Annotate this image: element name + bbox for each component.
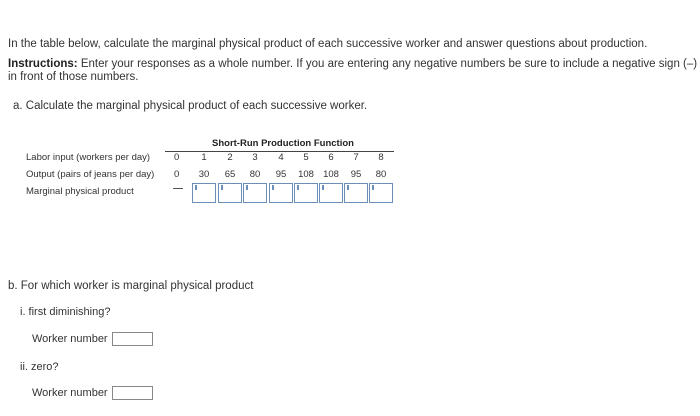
output-cell: 30 — [198, 169, 210, 180]
mpp-input-worker-2[interactable] — [218, 183, 242, 203]
mpp-row-label: Marginal physical product — [26, 186, 134, 197]
output-cell: 80 — [249, 169, 261, 180]
labor-row-label: Labor input (workers per day) — [26, 152, 151, 163]
question-a: a. Calculate the marginal physical product of each successive worker. — [13, 100, 368, 112]
mpp-input-worker-4[interactable] — [269, 183, 293, 203]
mpp-input-worker-6[interactable] — [319, 183, 343, 203]
labor-cell: 7 — [353, 152, 359, 163]
output-zero: 0 — [174, 169, 180, 180]
worker-number-input-zero[interactable] — [112, 386, 153, 400]
sub-question-i: i. first diminishing? — [20, 306, 111, 318]
intro-text: In the table below, calculate the marginal physical product of each successive worker and answer questions about production. — [8, 38, 648, 50]
mpp-input-worker-7[interactable] — [344, 183, 368, 203]
input-cursor-marker — [372, 185, 374, 190]
worker-number-input-first-diminishing[interactable] — [112, 332, 153, 346]
input-cursor-marker — [322, 185, 324, 190]
worker-number-label-ii: Worker number — [32, 387, 108, 399]
output-cell: 80 — [375, 169, 387, 180]
input-cursor-marker — [272, 185, 274, 190]
instructions-label: Instructions: — [8, 58, 78, 70]
output-cell: 108 — [323, 169, 339, 180]
worker-number-label-i: Worker number — [32, 333, 108, 345]
output-cell: 95 — [350, 169, 362, 180]
labor-cell: 2 — [227, 152, 233, 163]
labor-cell: 5 — [303, 152, 309, 163]
labor-cell: 6 — [328, 152, 334, 163]
input-cursor-marker — [221, 185, 223, 190]
input-cursor-marker — [246, 185, 248, 190]
mpp-input-worker-3[interactable] — [243, 183, 267, 203]
question-b: b. For which worker is marginal physical product — [8, 280, 254, 292]
labor-zero: 0 — [174, 152, 180, 163]
input-cursor-marker — [195, 185, 197, 190]
table-title: Short-Run Production Function — [212, 138, 354, 149]
mpp-input-worker-1[interactable] — [192, 183, 216, 203]
output-row-label: Output (pairs of jeans per day) — [26, 169, 155, 180]
output-cell: 95 — [275, 169, 287, 180]
output-cell: 65 — [224, 169, 236, 180]
instructions-line2: in front of those numbers. — [8, 71, 139, 83]
instructions — [8, 58, 697, 84]
output-cell: 108 — [298, 169, 314, 180]
labor-cell: 1 — [201, 152, 207, 163]
mpp-input-worker-5[interactable] — [294, 183, 318, 203]
instructions-line1: Enter your responses as a whole number. If you are entering any negative numbers be sure to include a negative sign (–) — [77, 58, 698, 70]
mpp-input-worker-8[interactable] — [369, 183, 393, 203]
labor-cell: 3 — [252, 152, 258, 163]
input-cursor-marker — [347, 185, 349, 190]
input-cursor-marker — [297, 185, 299, 190]
labor-cell: 8 — [378, 152, 384, 163]
labor-cell: 4 — [278, 152, 284, 163]
mpp-first-dash — [173, 188, 183, 189]
sub-question-ii: ii. zero? — [20, 361, 59, 373]
